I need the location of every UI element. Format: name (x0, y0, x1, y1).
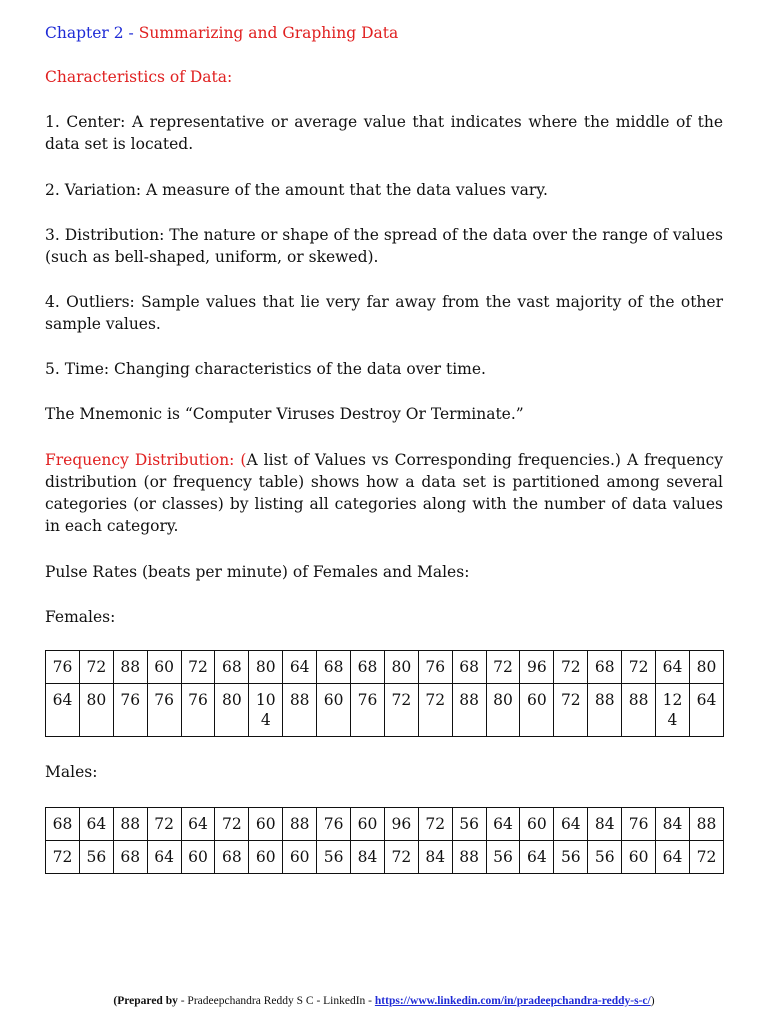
footer-prefix: (Prepared by (113, 995, 178, 1007)
table-cell: 60 (520, 808, 554, 841)
linkedin-link[interactable]: https://www.linkedin.com/in/pradeepchandra-reddy-s-c/ (374, 995, 651, 1007)
table-cell: 88 (283, 684, 317, 737)
table-cell: 72 (418, 684, 452, 737)
table-cell: 104 (249, 684, 283, 737)
table-cell: 80 (215, 684, 249, 737)
table-cell: 60 (351, 808, 385, 841)
table-cell: 76 (317, 808, 351, 841)
table-cell: 72 (554, 684, 588, 737)
table-cell: 64 (656, 651, 690, 684)
item-variation: 2. Variation: A measure of the amount that the data values vary. (45, 181, 548, 199)
footer (0, 993, 768, 1009)
table-cell: 64 (520, 841, 554, 874)
table-cell: 72 (418, 808, 452, 841)
table-cell: 60 (520, 684, 554, 737)
table-cell: 76 (46, 651, 80, 684)
table-cell: 68 (113, 841, 147, 874)
table-cell: 84 (656, 808, 690, 841)
item-outliers: 4. Outliers: Sample values that lie very far away from the vast majority of the other sample values. (45, 293, 723, 333)
table-row (46, 651, 724, 684)
footer-author: - Pradeepchandra Reddy S C - LinkedIn - (177, 995, 375, 1007)
table-cell: 64 (181, 808, 215, 841)
table-cell: 64 (283, 651, 317, 684)
table-cell: 88 (689, 808, 723, 841)
table-cell: 88 (588, 684, 622, 737)
females-label: Females: (45, 608, 116, 626)
females-table (45, 650, 724, 737)
mnemonic: The Mnemonic is “Computer Viruses Destroy Or Terminate.” (45, 405, 524, 423)
item-time: 5. Time: Changing characteristics of the data over time. (45, 360, 486, 378)
table-cell: 56 (317, 841, 351, 874)
males-table (45, 807, 724, 874)
table-cell: 72 (384, 684, 418, 737)
table-cell: 68 (46, 808, 80, 841)
table-cell: 80 (384, 651, 418, 684)
table-cell: 76 (181, 684, 215, 737)
table-cell: 80 (249, 651, 283, 684)
table-cell: 60 (249, 841, 283, 874)
table-cell: 60 (283, 841, 317, 874)
table-cell: 64 (486, 808, 520, 841)
table-cell: 72 (79, 651, 113, 684)
table-cell: 88 (113, 651, 147, 684)
table-cell: 76 (418, 651, 452, 684)
table-cell: 60 (249, 808, 283, 841)
table-row (46, 808, 724, 841)
table-cell: 60 (147, 651, 181, 684)
table-cell: 80 (689, 651, 723, 684)
table-cell: 88 (452, 684, 486, 737)
table-cell: 76 (622, 808, 656, 841)
chapter-heading (45, 22, 723, 44)
footer-suffix: ) (650, 995, 655, 1007)
table-cell: 64 (689, 684, 723, 737)
table-cell: 72 (46, 841, 80, 874)
table-cell: 72 (181, 651, 215, 684)
table-cell: 56 (452, 808, 486, 841)
table-row (46, 684, 724, 737)
table-cell: 68 (588, 651, 622, 684)
table-cell: 68 (452, 651, 486, 684)
item-center: 1. Center: A representative or average value that indicates where the middle of the data set is located. (45, 113, 723, 153)
chapter-title: Summarizing and Graphing Data (138, 24, 399, 42)
table-cell: 80 (486, 684, 520, 737)
table-cell: 60 (181, 841, 215, 874)
frequency-text: A list of Values vs Corresponding frequencies.) A frequency distribution (or frequency table) shows how a data set is partitioned among several categories (or classes) by listing all categories along with the number of data values in each category. (45, 451, 723, 535)
table-cell: 84 (418, 841, 452, 874)
table-cell: 68 (215, 841, 249, 874)
table-cell: 68 (215, 651, 249, 684)
table-cell: 68 (317, 651, 351, 684)
table-cell: 56 (79, 841, 113, 874)
table-cell: 72 (622, 651, 656, 684)
table-cell: 84 (588, 808, 622, 841)
table-cell: 64 (147, 841, 181, 874)
table-cell: 80 (79, 684, 113, 737)
table-row (46, 841, 724, 874)
frequency-paragraph (45, 449, 723, 537)
characteristics-heading: Characteristics of Data: (45, 68, 233, 86)
table-cell: 64 (656, 841, 690, 874)
table-cell: 76 (113, 684, 147, 737)
table-cell: 96 (384, 808, 418, 841)
table-cell: 56 (554, 841, 588, 874)
table-cell: 124 (656, 684, 690, 737)
table-cell: 72 (689, 841, 723, 874)
table-cell: 64 (554, 808, 588, 841)
table-cell: 64 (46, 684, 80, 737)
table-cell: 76 (351, 684, 385, 737)
table-cell: 88 (113, 808, 147, 841)
males-label: Males: (45, 763, 98, 781)
table-cell: 72 (384, 841, 418, 874)
table-cell: 72 (486, 651, 520, 684)
item-distribution: 3. Distribution: The nature or shape of the spread of the data over the range of values (such as bell-shaped, uniform, or skewed). (45, 226, 723, 266)
table-cell: 64 (79, 808, 113, 841)
table-cell: 96 (520, 651, 554, 684)
frequency-heading: Frequency Distribution: ( (45, 451, 247, 469)
table-cell: 72 (215, 808, 249, 841)
table-cell: 56 (486, 841, 520, 874)
table-cell: 60 (622, 841, 656, 874)
table-cell: 88 (283, 808, 317, 841)
table-cell: 88 (452, 841, 486, 874)
table-cell: 56 (588, 841, 622, 874)
table-cell: 84 (351, 841, 385, 874)
table-cell: 68 (351, 651, 385, 684)
table-cell: 72 (554, 651, 588, 684)
table-cell: 76 (147, 684, 181, 737)
table-cell: 72 (147, 808, 181, 841)
table-cell: 60 (317, 684, 351, 737)
pulse-title: Pulse Rates (beats per minute) of Females and Males: (45, 563, 470, 581)
chapter-label: Chapter 2 - (45, 24, 134, 42)
table-cell: 88 (622, 684, 656, 737)
